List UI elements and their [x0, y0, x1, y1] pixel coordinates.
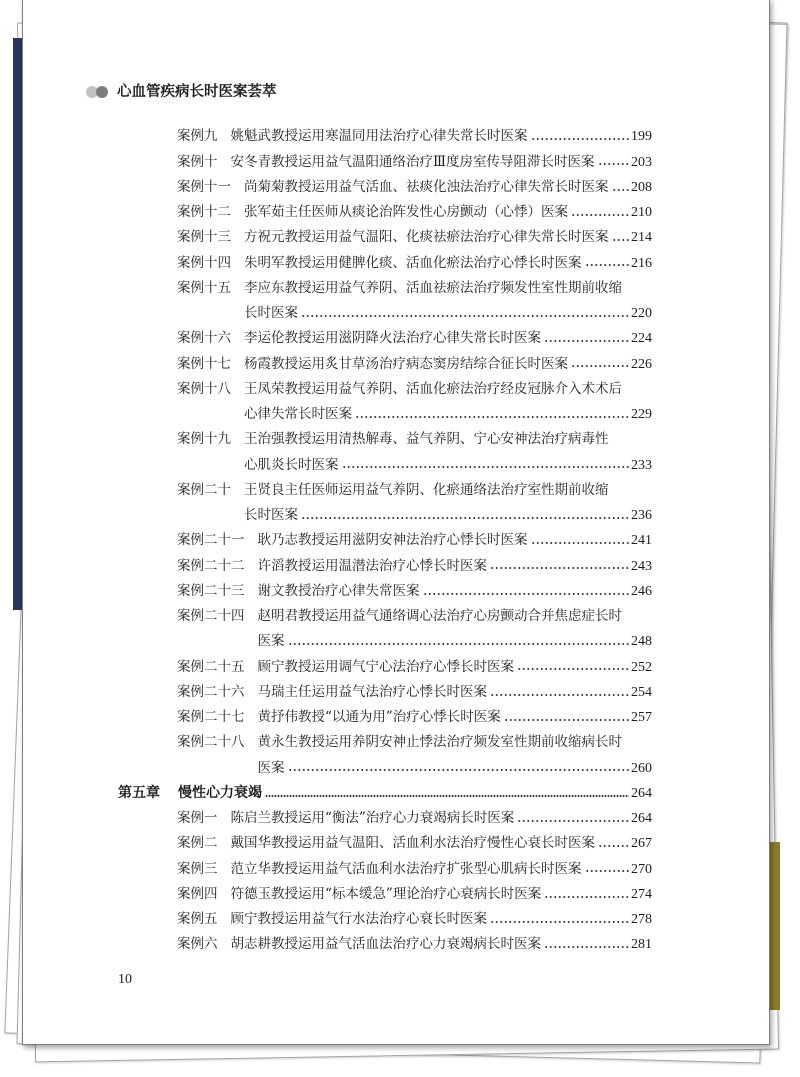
title-line — [244, 427, 652, 452]
toc-page-number: 260 — [631, 760, 652, 776]
toc-page-number: 199 — [631, 129, 652, 145]
toc-page-number: 243 — [631, 558, 652, 574]
dot-leader — [342, 465, 630, 469]
toc-entry — [118, 655, 652, 680]
case-title: 谢文教授治疗心律失常医案 — [257, 582, 420, 599]
case-label: 案例二十二 — [177, 557, 245, 574]
toc-page-number: 264 — [631, 811, 652, 827]
toc-page-number: 254 — [631, 684, 652, 700]
dot-leader — [265, 794, 629, 798]
case-body — [231, 831, 653, 856]
case-label: 案例十五 — [177, 279, 231, 296]
case-body — [258, 655, 653, 680]
toc-entry — [118, 882, 652, 907]
toc-page-number: 264 — [631, 785, 652, 801]
toc-entry — [118, 907, 652, 932]
toc-page-number: 267 — [631, 836, 652, 852]
case-label: 案例四 — [177, 885, 218, 902]
toc-page-number: 216 — [631, 255, 652, 271]
case-body — [231, 882, 653, 907]
header-dot-icon — [96, 86, 108, 98]
case-title: 医案 — [257, 759, 285, 776]
case-label: 案例十四 — [177, 254, 231, 271]
case-body — [258, 528, 653, 553]
dot-leader — [504, 718, 629, 722]
case-title: 黄永生教授运用养阴安神止悸法治疗频发室性期前收缩病长时 — [257, 734, 622, 751]
toc-page-number: 233 — [631, 457, 652, 473]
case-label: 案例十九 — [177, 431, 231, 448]
title-line — [244, 276, 652, 301]
case-title: 李运伦教授运用滋阴降火法治疗心律失常长时医案 — [244, 330, 541, 347]
toc-entry — [118, 225, 652, 250]
title-line — [258, 655, 653, 680]
case-label: 案例十二 — [177, 204, 231, 221]
dot-leader — [355, 415, 629, 419]
title-line — [244, 503, 652, 528]
case-title: 赵明君教授运用益气通络调心法治疗心房颤动合并焦虑症长时 — [257, 608, 622, 625]
case-label: 案例二十五 — [177, 658, 245, 675]
toc-entry — [118, 730, 652, 781]
toc-entry — [118, 831, 652, 856]
case-body — [231, 857, 653, 882]
toc-entry — [118, 175, 652, 200]
dot-leader — [571, 364, 629, 368]
dot-leader — [301, 516, 629, 520]
toc-entry — [118, 680, 652, 705]
case-title: 心律失常长时医案 — [244, 406, 352, 423]
toc-entry — [118, 705, 652, 730]
dot-leader — [598, 844, 629, 848]
toc-entry — [118, 251, 652, 276]
dot-leader — [490, 566, 629, 570]
toc-page-number: 270 — [631, 861, 652, 877]
toc-page-number: 220 — [631, 306, 652, 322]
toc-entry — [118, 554, 652, 579]
title-line — [231, 932, 653, 957]
toc-page-number: 229 — [631, 407, 652, 423]
toc-page-number: 214 — [631, 230, 652, 246]
title-line — [258, 604, 653, 629]
case-label: 案例二十三 — [177, 582, 245, 599]
case-label: 案例六 — [177, 936, 218, 953]
case-label: 案例十三 — [177, 229, 231, 246]
title-line — [231, 907, 653, 932]
dot-leader — [288, 642, 630, 646]
case-title: 胡志耕教授运用益气活血法治疗心力衰竭病长时医案 — [230, 936, 541, 953]
case-title: 符德玉教授运用“标本缓急”理论治疗心衰病长时医案 — [230, 885, 542, 902]
toc-entry — [118, 150, 652, 175]
title-line — [258, 629, 653, 654]
toc-entry — [118, 326, 652, 351]
title-line — [244, 200, 652, 225]
toc-page-number: 248 — [631, 634, 652, 650]
case-body — [231, 124, 653, 149]
dot-leader — [544, 895, 629, 899]
case-body — [231, 932, 653, 957]
toc-page-number: 203 — [631, 154, 652, 170]
toc-page-number: 274 — [631, 886, 652, 902]
case-title: 杨霞教授运用炙甘草汤治疗病态窦房结综合征长时医案 — [244, 355, 568, 372]
toc-page-number: 281 — [631, 937, 652, 953]
toc-entry — [118, 124, 652, 149]
page-number: 10 — [118, 972, 132, 987]
case-title: 王凤荣教授运用益气养阴、活血化瘀法治疗经皮冠脉介入术术后 — [244, 380, 622, 397]
dot-leader — [531, 137, 630, 141]
case-title: 张军茹主任医师从痰论治阵发性心房颤动（心悸）医案 — [244, 204, 568, 221]
title-line — [231, 150, 653, 175]
title-line — [231, 831, 653, 856]
dot-leader — [544, 945, 629, 949]
dot-leader — [585, 869, 630, 873]
case-label: 案例十七 — [177, 355, 231, 372]
dot-leader — [585, 263, 630, 267]
case-body — [258, 579, 653, 604]
case-body — [231, 806, 653, 831]
title-line — [258, 528, 653, 553]
title-line — [231, 806, 653, 831]
case-label: 案例十八 — [177, 380, 231, 397]
case-body — [258, 730, 653, 781]
dot-leader — [598, 162, 629, 166]
case-label: 案例十六 — [177, 330, 231, 347]
chapter-heading — [118, 781, 652, 806]
case-body — [258, 554, 653, 579]
case-label: 案例十 — [177, 153, 218, 170]
dot-leader — [517, 667, 629, 671]
case-title: 长时医案 — [244, 507, 298, 524]
case-label: 案例二十七 — [177, 709, 245, 726]
dot-leader — [571, 213, 629, 217]
case-label: 案例十一 — [177, 178, 231, 195]
case-title: 王治强教授运用清热解毒、益气养阴、宁心安神法治疗病毒性 — [244, 431, 609, 448]
case-label: 案例二十八 — [177, 734, 245, 751]
case-label: 案例三 — [177, 860, 218, 877]
case-body — [244, 225, 652, 250]
dot-leader — [531, 541, 630, 545]
toc-page-number: 252 — [631, 659, 652, 675]
case-body — [231, 907, 653, 932]
dot-leader — [301, 314, 629, 318]
toc-entry — [118, 857, 652, 882]
case-title: 戴国华教授运用益气温阳、活血利水法治疗慢性心衰长时医案 — [230, 835, 595, 852]
case-title: 李应东教授运用益气养阴、活血祛瘀法治疗频发性室性期前收缩 — [244, 279, 622, 296]
title-line — [244, 453, 652, 478]
title-line — [258, 579, 653, 604]
title-line — [258, 554, 653, 579]
case-title: 朱明军教授运用健脾化痰、活血化瘀法治疗心悸长时医案 — [244, 254, 582, 271]
title-line — [231, 124, 653, 149]
toc-page-number: 246 — [631, 583, 652, 599]
case-label: 案例九 — [177, 128, 218, 145]
dot-leader — [490, 693, 629, 697]
toc-entry — [118, 932, 652, 957]
title-line — [244, 225, 652, 250]
case-title: 耿乃志教授运用滋阴安神法治疗心悸长时医案 — [257, 532, 528, 549]
case-body — [244, 427, 652, 478]
case-title: 许滔教授运用温潜法治疗心悸长时医案 — [257, 557, 487, 574]
case-body — [244, 175, 652, 200]
toc-page-number: 208 — [631, 179, 652, 195]
dot-leader — [517, 819, 629, 823]
dot-leader — [612, 188, 630, 192]
case-body — [244, 276, 652, 327]
case-body — [244, 478, 652, 529]
case-label: 案例二十四 — [177, 608, 245, 625]
case-body — [244, 352, 652, 377]
case-title: 黄抒伟教授“以通为用”治疗心悸长时医案 — [257, 709, 501, 726]
case-title: 尚菊菊教授运用益气活血、祛痰化浊法治疗心律失常长时医案 — [244, 178, 609, 195]
dot-leader — [423, 592, 630, 596]
toc-entry — [118, 200, 652, 225]
toc-page-number: 278 — [631, 912, 652, 928]
title-line — [258, 756, 653, 781]
case-title: 王贤良主任医师运用益气养阴、化瘀通络法治疗室性期前收缩 — [244, 481, 609, 498]
title-line — [231, 882, 653, 907]
running-header-title: 心血管疾病长时医案荟萃 — [117, 83, 277, 100]
case-body — [244, 377, 652, 428]
case-body — [258, 604, 653, 655]
toc-entry — [118, 478, 652, 529]
chapter-label: 第五章 — [118, 784, 160, 801]
toc-entry — [118, 427, 652, 478]
case-title: 马瑞主任运用益气法治疗心悸长时医案 — [257, 683, 487, 700]
case-body — [244, 200, 652, 225]
toc-page-number: 226 — [631, 356, 652, 372]
title-line — [244, 251, 652, 276]
title-line — [244, 352, 652, 377]
toc-entry — [118, 276, 652, 327]
case-title: 心肌炎长时医案 — [244, 456, 339, 473]
toc-entry — [118, 352, 652, 377]
toc-page-number: 257 — [631, 710, 652, 726]
case-body — [244, 251, 652, 276]
case-title: 长时医案 — [244, 305, 298, 322]
toc-entry — [118, 528, 652, 553]
toc-page-number: 241 — [631, 533, 652, 549]
title-line — [258, 705, 653, 730]
title-line — [258, 680, 653, 705]
case-title: 安冬青教授运用益气温阳通络治疗Ⅲ度房室传导阻滞长时医案 — [230, 153, 595, 170]
case-label: 案例二十一 — [177, 532, 245, 549]
dot-leader — [490, 920, 629, 924]
title-line — [244, 326, 652, 351]
title-line — [244, 301, 652, 326]
dot-leader — [612, 238, 630, 242]
case-title: 范立华教授运用益气活血利水法治疗扩张型心肌病长时医案 — [230, 860, 582, 877]
case-label: 案例二十六 — [177, 683, 245, 700]
case-title: 方祝元教授运用益气温阳、化痰祛瘀法治疗心律失常长时医案 — [244, 229, 609, 246]
table-of-contents — [118, 124, 652, 957]
toc-entry — [118, 806, 652, 831]
title-line — [231, 857, 653, 882]
case-title: 姚魁武教授运用寒温同用法治疗心律失常长时医案 — [230, 128, 528, 145]
case-label: 案例五 — [177, 911, 218, 928]
case-title: 顾宁教授运用调气宁心法治疗心悸长时医案 — [257, 658, 514, 675]
title-line — [244, 377, 652, 402]
title-line — [258, 730, 653, 755]
case-body — [231, 150, 653, 175]
case-body — [244, 326, 652, 351]
title-line — [244, 175, 652, 200]
case-title: 陈启兰教授运用“衡法”治疗心力衰竭病长时医案 — [230, 810, 515, 827]
case-title: 医案 — [257, 633, 285, 650]
toc-page-number: 210 — [631, 205, 652, 221]
toc-entry — [118, 579, 652, 604]
title-line — [244, 402, 652, 427]
toc-page-number: 224 — [631, 331, 652, 347]
toc-entry — [118, 377, 652, 428]
dot-leader — [544, 339, 629, 343]
title-line — [244, 478, 652, 503]
case-label: 案例二十 — [177, 481, 231, 498]
dot-leader — [288, 768, 630, 772]
case-label: 案例一 — [177, 810, 218, 827]
case-title: 顾宁教授运用益气行水法治疗心衰长时医案 — [230, 911, 487, 928]
case-body — [258, 705, 653, 730]
case-label: 案例二 — [177, 835, 218, 852]
toc-page-number: 236 — [631, 508, 652, 524]
case-body — [258, 680, 653, 705]
toc-entry — [118, 604, 652, 655]
chapter-title: 慢性心力衰竭 — [178, 784, 262, 801]
